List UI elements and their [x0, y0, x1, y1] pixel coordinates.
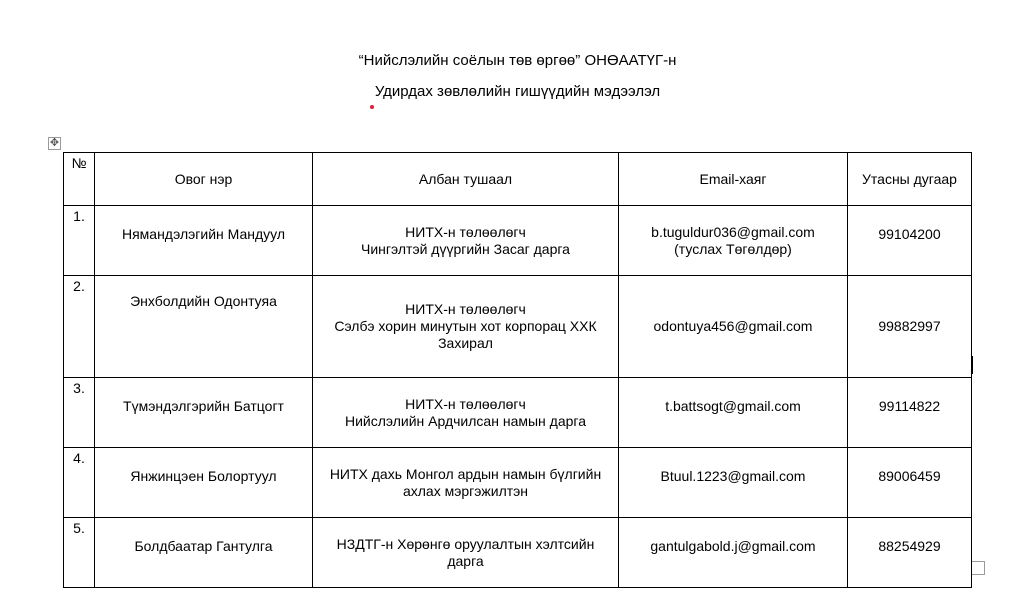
row-position	[313, 206, 619, 276]
row-num: 4.	[64, 448, 95, 518]
row-position-line: дарга	[447, 552, 484, 569]
row-phone	[848, 448, 972, 518]
row-position-line: Сэлбэ хорин минутын хот корпорац ХХК	[334, 318, 597, 334]
row-name-text: Янжинцэен Болортуул	[130, 468, 277, 484]
row-phone-text: 89006459	[878, 468, 941, 484]
row-phone-text: 88254929	[878, 538, 941, 554]
table-row	[64, 448, 972, 518]
row-name	[95, 448, 313, 518]
row-email	[619, 276, 848, 378]
header-num: №	[64, 153, 95, 206]
table-resize-handle[interactable]	[971, 561, 985, 575]
header-position: Албан тушаал	[313, 153, 619, 206]
row-position-line: НИТХ-н төлөөлөгч	[405, 223, 526, 240]
row-phone	[848, 518, 972, 588]
row-position-line: НЗДТГ-н Хөрөнгө оруулалтын хэлтсийн	[336, 535, 595, 552]
row-position-line: НИТХ-н төлөөлөгч	[405, 395, 526, 412]
table-row	[64, 206, 972, 276]
header-name: Овог нэр	[95, 153, 313, 206]
row-phone-text: 99114822	[878, 398, 941, 414]
table-row	[64, 378, 972, 448]
row-phone-text: 99104200	[878, 226, 941, 242]
row-position-line: Нийслэлийн Ардчилсан намын дарга	[344, 412, 586, 429]
table-row	[64, 276, 972, 378]
row-email	[619, 448, 848, 518]
row-phone	[848, 378, 972, 448]
row-position	[313, 276, 619, 378]
row-position	[313, 448, 619, 518]
row-name-text: Болдбаатар Гантулга	[134, 538, 273, 554]
header-email: Email-хаяг	[619, 153, 848, 206]
row-name-text: Түмэндэлгэрийн Батцогт	[123, 398, 284, 414]
header-phone: Утасны дугаар	[848, 153, 972, 206]
row-name-text: Нямандэлэгийн Мандуул	[121, 226, 286, 242]
text-cursor	[972, 356, 973, 374]
table-header-row	[64, 153, 972, 206]
row-num: 3.	[64, 378, 95, 448]
members-table	[63, 152, 972, 588]
spellcheck-marker	[370, 105, 374, 109]
row-position-line: Захирал	[438, 335, 493, 351]
row-name	[95, 206, 313, 276]
row-email-line: b.tuguldur036@gmail.com	[651, 223, 815, 240]
row-num: 1.	[64, 206, 95, 276]
row-position	[313, 518, 619, 588]
row-email	[619, 206, 848, 276]
row-num: 2.	[64, 276, 95, 378]
row-phone: 99882997	[848, 276, 972, 378]
row-name	[95, 378, 313, 448]
row-email	[619, 518, 848, 588]
row-email	[619, 378, 848, 448]
document-subtitle: Удирдах зөвлөлийн гишүүдийн мэдээлэл	[374, 83, 661, 100]
row-position-line: ахлах мэргэжилтэн	[402, 482, 529, 499]
row-email-line: gantulgabold.j@gmail.com	[650, 538, 816, 554]
row-phone	[848, 206, 972, 276]
table-row	[64, 518, 972, 588]
row-email-line: odontuya456@gmail.com	[653, 318, 813, 334]
row-position	[313, 378, 619, 448]
row-position-line: НИТХ дахь Монгол ардын намын бүлгийн	[329, 465, 602, 482]
document-title: “Нийслэлийн соёлын төв өргөө” ОНӨААТҮГ-н	[358, 52, 677, 69]
row-email-line: t.battsogt@gmail.com	[665, 398, 801, 414]
row-position-line: НИТХ-н төлөөлөгч	[405, 301, 526, 317]
row-name-text: Энхболдийн Одонтуяа	[130, 293, 277, 309]
row-name	[95, 518, 313, 588]
row-num: 5.	[64, 518, 95, 588]
row-name	[95, 276, 313, 378]
row-email-line: Btuul.1223@gmail.com	[660, 468, 806, 484]
row-email-line: (туслах Төгөлдөр)	[674, 240, 792, 257]
row-position-line: Чингэлтэй дүүргийн Засаг дарга	[361, 240, 570, 257]
table-move-handle-icon[interactable]: ✥	[49, 137, 60, 149]
